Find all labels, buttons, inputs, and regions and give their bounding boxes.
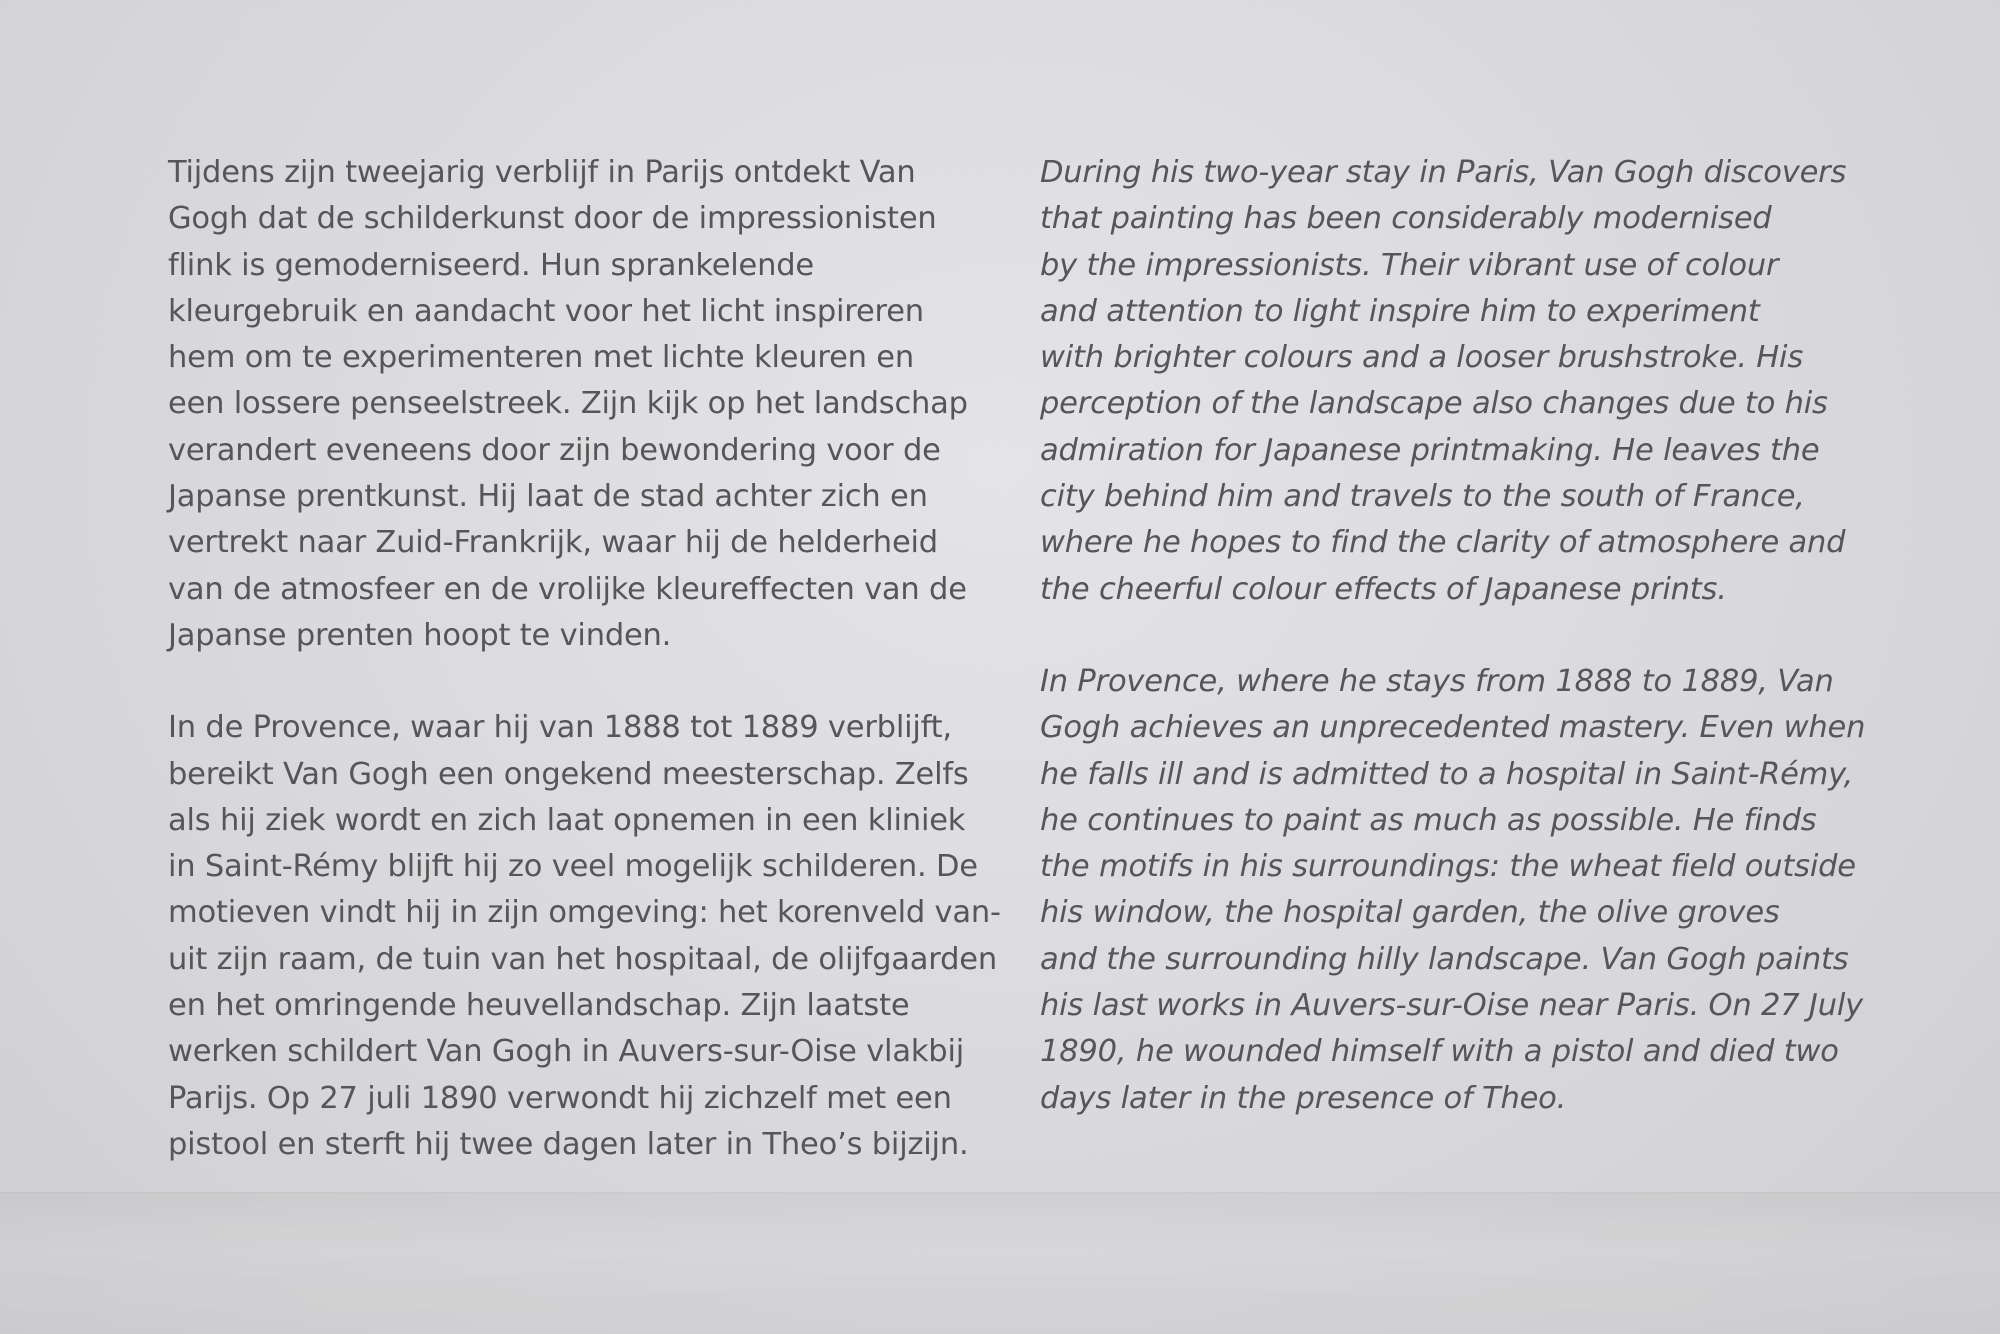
text-line: During his two-year stay in Paris, Van Gogh discovers bbox=[1040, 155, 1847, 190]
text-line: Tijdens zijn tweejarig verblijf in Parijs ontdekt Van bbox=[168, 155, 916, 190]
text-line: in Saint-Rémy blijft hij zo veel mogelijk schilderen. De bbox=[168, 849, 978, 885]
text-line: by the impressionists. Their vibrant use of colour bbox=[1040, 247, 1779, 283]
text-line: that painting has been considerably modernised bbox=[1040, 201, 1772, 237]
text-line: Gogh dat de schilderkunst door de impressionisten bbox=[168, 201, 937, 237]
dutch-paragraph-1 bbox=[168, 150, 998, 659]
text-line: Gogh achieves an unprecedented mastery. Even when bbox=[1040, 710, 1866, 746]
text-line: hem om te experimenteren met lichte kleuren en bbox=[168, 340, 914, 376]
text-line: In de Provence, waar hij van 1888 tot 1889 verblijft, bbox=[168, 710, 952, 746]
text-line: In Provence, where he stays from 1888 to 1889, Van bbox=[1040, 663, 1834, 699]
text-line: with brighter colours and a looser brushstroke. His bbox=[1040, 340, 1804, 376]
dutch-text-column bbox=[168, 150, 1001, 1168]
text-line: and attention to light inspire him to experiment bbox=[1040, 293, 1760, 329]
text-line: en het omringende heuvellandschap. Zijn laatste bbox=[168, 988, 910, 1024]
text-line: days later in the presence of Theo. bbox=[1040, 1080, 1567, 1116]
dutch-paragraph-2 bbox=[168, 705, 1001, 1168]
text-line: uit zijn raam, de tuin van het hospitaal, de olijfgaarden bbox=[168, 941, 997, 977]
panel-bottom-edge bbox=[0, 1192, 2000, 1334]
text-line: he continues to paint as much as possible. He finds bbox=[1040, 802, 1817, 838]
text-line: van de atmosfeer en de vrolijke kleureffecten van de bbox=[168, 571, 967, 607]
paragraph-spacer bbox=[1040, 613, 1870, 659]
text-line: admiration for Japanese printmaking. He leaves the bbox=[1040, 432, 1820, 468]
text-line: flink is gemoderniseerd. Hun sprankelende bbox=[168, 247, 814, 283]
text-line: vertrekt naar Zuid-Frankrijk, waar hij de helderheid bbox=[168, 525, 938, 561]
text-line: his last works in Auvers-sur-Oise near Paris. On 27 July bbox=[1040, 988, 1863, 1024]
english-paragraph-2 bbox=[1040, 659, 1870, 1122]
text-line: motieven vindt hij in zijn omgeving: het korenveld van- bbox=[168, 895, 1001, 931]
text-line: kleurgebruik en aandacht voor het licht inspireren bbox=[168, 293, 924, 329]
english-text-column bbox=[1040, 150, 1870, 1122]
text-line: he falls ill and is admitted to a hospital in Saint-Rémy, bbox=[1040, 756, 1854, 792]
text-line: city behind him and travels to the south of France, bbox=[1040, 479, 1805, 515]
text-line: pistool en sterft hij twee dagen later in Theo’s bijzijn. bbox=[168, 1126, 969, 1162]
text-line: his window, the hospital garden, the olive groves bbox=[1040, 895, 1780, 931]
text-line: werken schildert Van Gogh in Auvers-sur-Oise vlakbij bbox=[168, 1034, 964, 1070]
text-line: Japanse prentkunst. Hij laat de stad achter zich en bbox=[168, 479, 928, 515]
text-line: bereikt Van Gogh een ongekend meesterschap. Zelfs bbox=[168, 756, 969, 792]
text-line: perception of the landscape also changes due to his bbox=[1040, 386, 1828, 422]
text-line: the cheerful colour effects of Japanese prints. bbox=[1040, 571, 1727, 607]
text-line: 1890, he wounded himself with a pistol and died two bbox=[1040, 1034, 1839, 1070]
text-line: Japanse prenten hoopt te vinden. bbox=[168, 617, 672, 653]
text-line: Parijs. Op 27 juli 1890 verwondt hij zichzelf met een bbox=[168, 1080, 952, 1116]
text-line: where he hopes to find the clarity of atmosphere and bbox=[1040, 525, 1846, 561]
text-line: als hij ziek wordt en zich laat opnemen in een kliniek bbox=[168, 802, 966, 838]
english-paragraph-1 bbox=[1040, 150, 1870, 613]
text-line: een lossere penseelstreek. Zijn kijk op het landschap bbox=[168, 386, 968, 422]
text-line: verandert eveneens door zijn bewondering voor de bbox=[168, 432, 941, 468]
text-line: the motifs in his surroundings: the wheat field outside bbox=[1040, 849, 1856, 885]
paragraph-spacer bbox=[168, 659, 998, 705]
text-line: and the surrounding hilly landscape. Van Gogh paints bbox=[1040, 941, 1849, 977]
